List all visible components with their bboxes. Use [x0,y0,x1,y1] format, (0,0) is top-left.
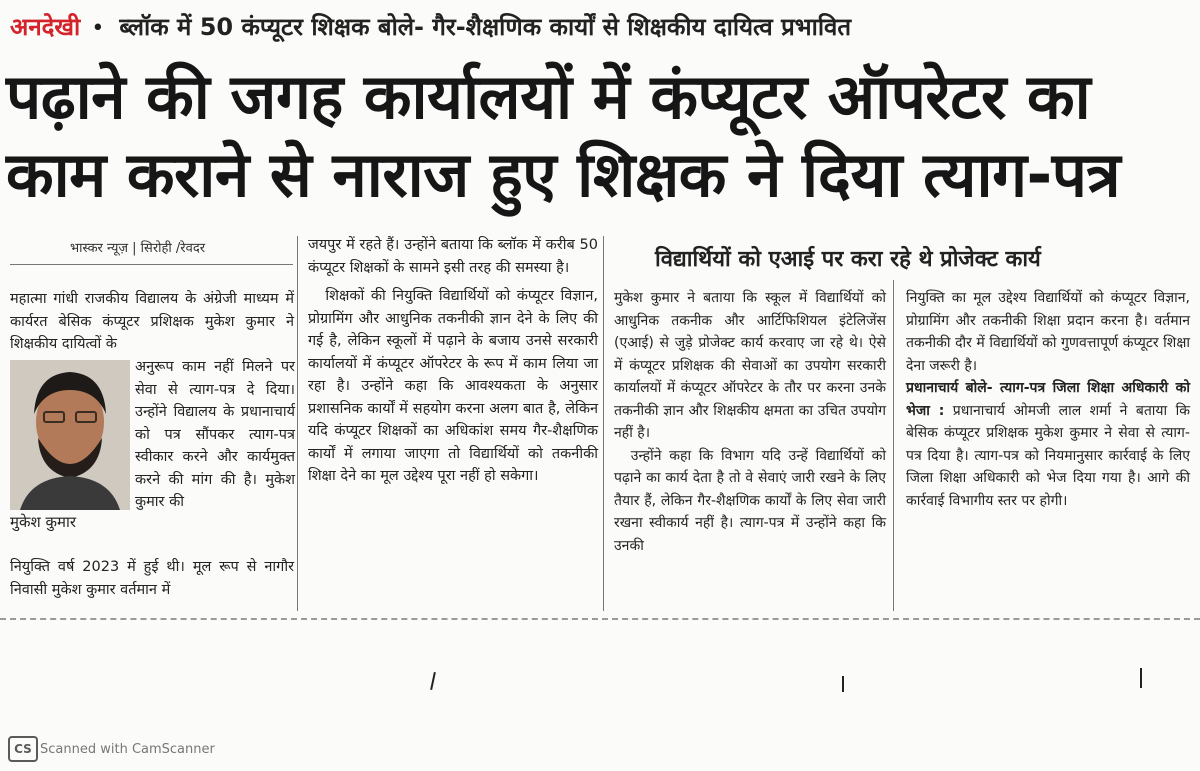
paragraph: शिक्षकों की नियुक्ति विद्यार्थियों को कंप्यूटर विज्ञान, प्रोग्रामिंग और आधुनिक तकनीकी ज्ञान देने के लिए की गई है, लेकिन स्कूलों में पढ़ाने के बजाय उनसे सरकारी कार्यालयों में कंप्यूटर ऑपरेटर के रूप में काम लिया जा रहा है। उन्होंने कहा कि आवश्यकता के अनुसार प्रशासनिक कार्यों में सहयोग करना अलग बात है, लेकिन यदि कंप्यूटर शिक्षकों का अधिकांश समय गैर-शैक्षणिक कार्यों में लगाया जाएगा तो विद्यार्थियों को तकनीकी शिक्षा देने का मूल उद्देश्य पूरा नहीं हो सकेगा। [308,288,598,484]
paragraph: उन्होंने कहा कि विभाग यदि उन्हें विद्यार्थियों को पढ़ाने का कार्य देता है तो वे सेवाएं जारी रखने के लिए तैयार हैं, लेकिन गैर-शैक्षणिक कार्यों के लिए सेवा जारी रखना स्वीकार्य नहीं है। त्याग-पत्र में उन्होंने कहा कि उनकी [614,447,886,554]
article-column-1-side [135,356,295,514]
paragraph: नियुक्ति वर्ष 2023 में हुई थी। मूल रूप से नागौर निवासी मुकेश कुमार वर्तमान में [10,559,294,598]
kicker-label: अनदेखी [10,13,81,41]
article-column-1-top [10,288,294,356]
bullet: • [91,16,105,41]
paragraph [906,377,1190,512]
headline-line-1: पढ़ाने की जगह कार्यालयों में कंप्यूटर ऑपरेटर का [6,60,1091,133]
stray-mark [842,676,844,692]
article-column-2 [308,234,598,488]
kicker-line [10,10,1190,48]
photo-caption: मुकेश कुमार [10,513,76,531]
dateline-rule [10,264,293,265]
article-column-4 [906,287,1190,512]
paragraph: नियुक्ति का मूल उद्देश्य विद्यार्थियों को कंप्यूटर विज्ञान, प्रोग्रामिंग और तकनीकी शिक्षा प्रदान करना है। वर्तमान तकनीकी दौर में विद्यार्थियों को गुणवत्तापूर्ण कंप्यूटर शिक्षा देना जरूरी है। [906,290,1190,374]
stray-mark [430,672,436,690]
cut-line [0,618,1200,620]
stray-mark [1140,668,1142,688]
dateline: भास्कर न्यूज़ | सिरोही /रेवदर [70,241,206,256]
section-subheading: विद्यार्थियों को एआई पर करा रहे थे प्रोजेक्ट कार्य [655,247,1041,272]
headline-line-2: काम कराने से नाराज हुए शिक्षक ने दिया त्याग-पत्र [6,138,1121,211]
column-divider [603,236,604,611]
reporter-photo [10,360,130,510]
camscanner-logo-icon: CS [8,736,38,762]
paragraph: जयपुर में रहते हैं। उन्होंने बताया कि ब्लॉक में करीब 50 कंप्यूटर शिक्षकों के सामने इसी तरह की समस्या है। [308,237,598,276]
paragraph-text: प्रधानाचार्य ओमजी लाल शर्मा ने बताया कि बेसिक कंप्यूटर प्रशिक्षक मुकेश कुमार ने सेवा से त्याग-पत्र दिया है। त्याग-पत्र को नियमानुसार कार्रवाई के लिए जिला शिक्षा अधिकारी को भेज दिया गया है। आगे की कार्रवाई विभागीय स्तर पर होगी। [906,402,1190,509]
article-column-1-bottom [10,556,294,601]
sub-headline: ब्लॉक में 50 कंप्यूटर शिक्षक बोले- गैर-शैक्षणिक कार्यों से शिक्षकीय दायित्व प्रभावित [119,13,852,41]
scanner-watermark: Scanned with CamScanner [40,742,215,757]
column-divider [297,236,298,611]
paragraph: महात्मा गांधी राजकीय विद्यालय के अंग्रेजी माध्यम में कार्यरत बेसिक कंप्यूटर प्रशिक्षक मुकेश कुमार ने शिक्षकीय दायित्वों के [10,291,294,352]
paragraph: मुकेश कुमार ने बताया कि स्कूल में विद्यार्थियों को आधुनिक तकनीक और आर्टिफिशियल इंटेलिजेंस (एआई) से जुड़े प्रोजेक्ट कार्य करवाए जा रहे थे। ऐसे में कंप्यूटर प्रशिक्षक की सेवाओं का उपयोग सरकारी कार्यालयों में कंप्यूटर ऑपरेटर के तौर पर करना उनके तकनीकी ज्ञान और शिक्षकीय क्षमता का उचित उपयोग नहीं है। [614,290,886,441]
main-headline [6,58,1194,214]
person-portrait-icon [10,360,130,510]
article-column-3 [614,287,886,557]
paragraph: अनुरूप काम नहीं मिलने पर सेवा से त्याग-पत्र दे दिया। उन्होंने विद्यालय के प्रधानाचार्य को पत्र सौंपकर त्याग-पत्र स्वीकार करने और कार्यमुक्त करने की मांग की है। मुकेश कुमार की [135,359,295,510]
column-divider [893,280,894,611]
paragraph-lead: प्रधानाचार्य बोले- त्याग-पत्र जिला शिक्षा अधिकारी को भेजा : [906,380,1190,419]
